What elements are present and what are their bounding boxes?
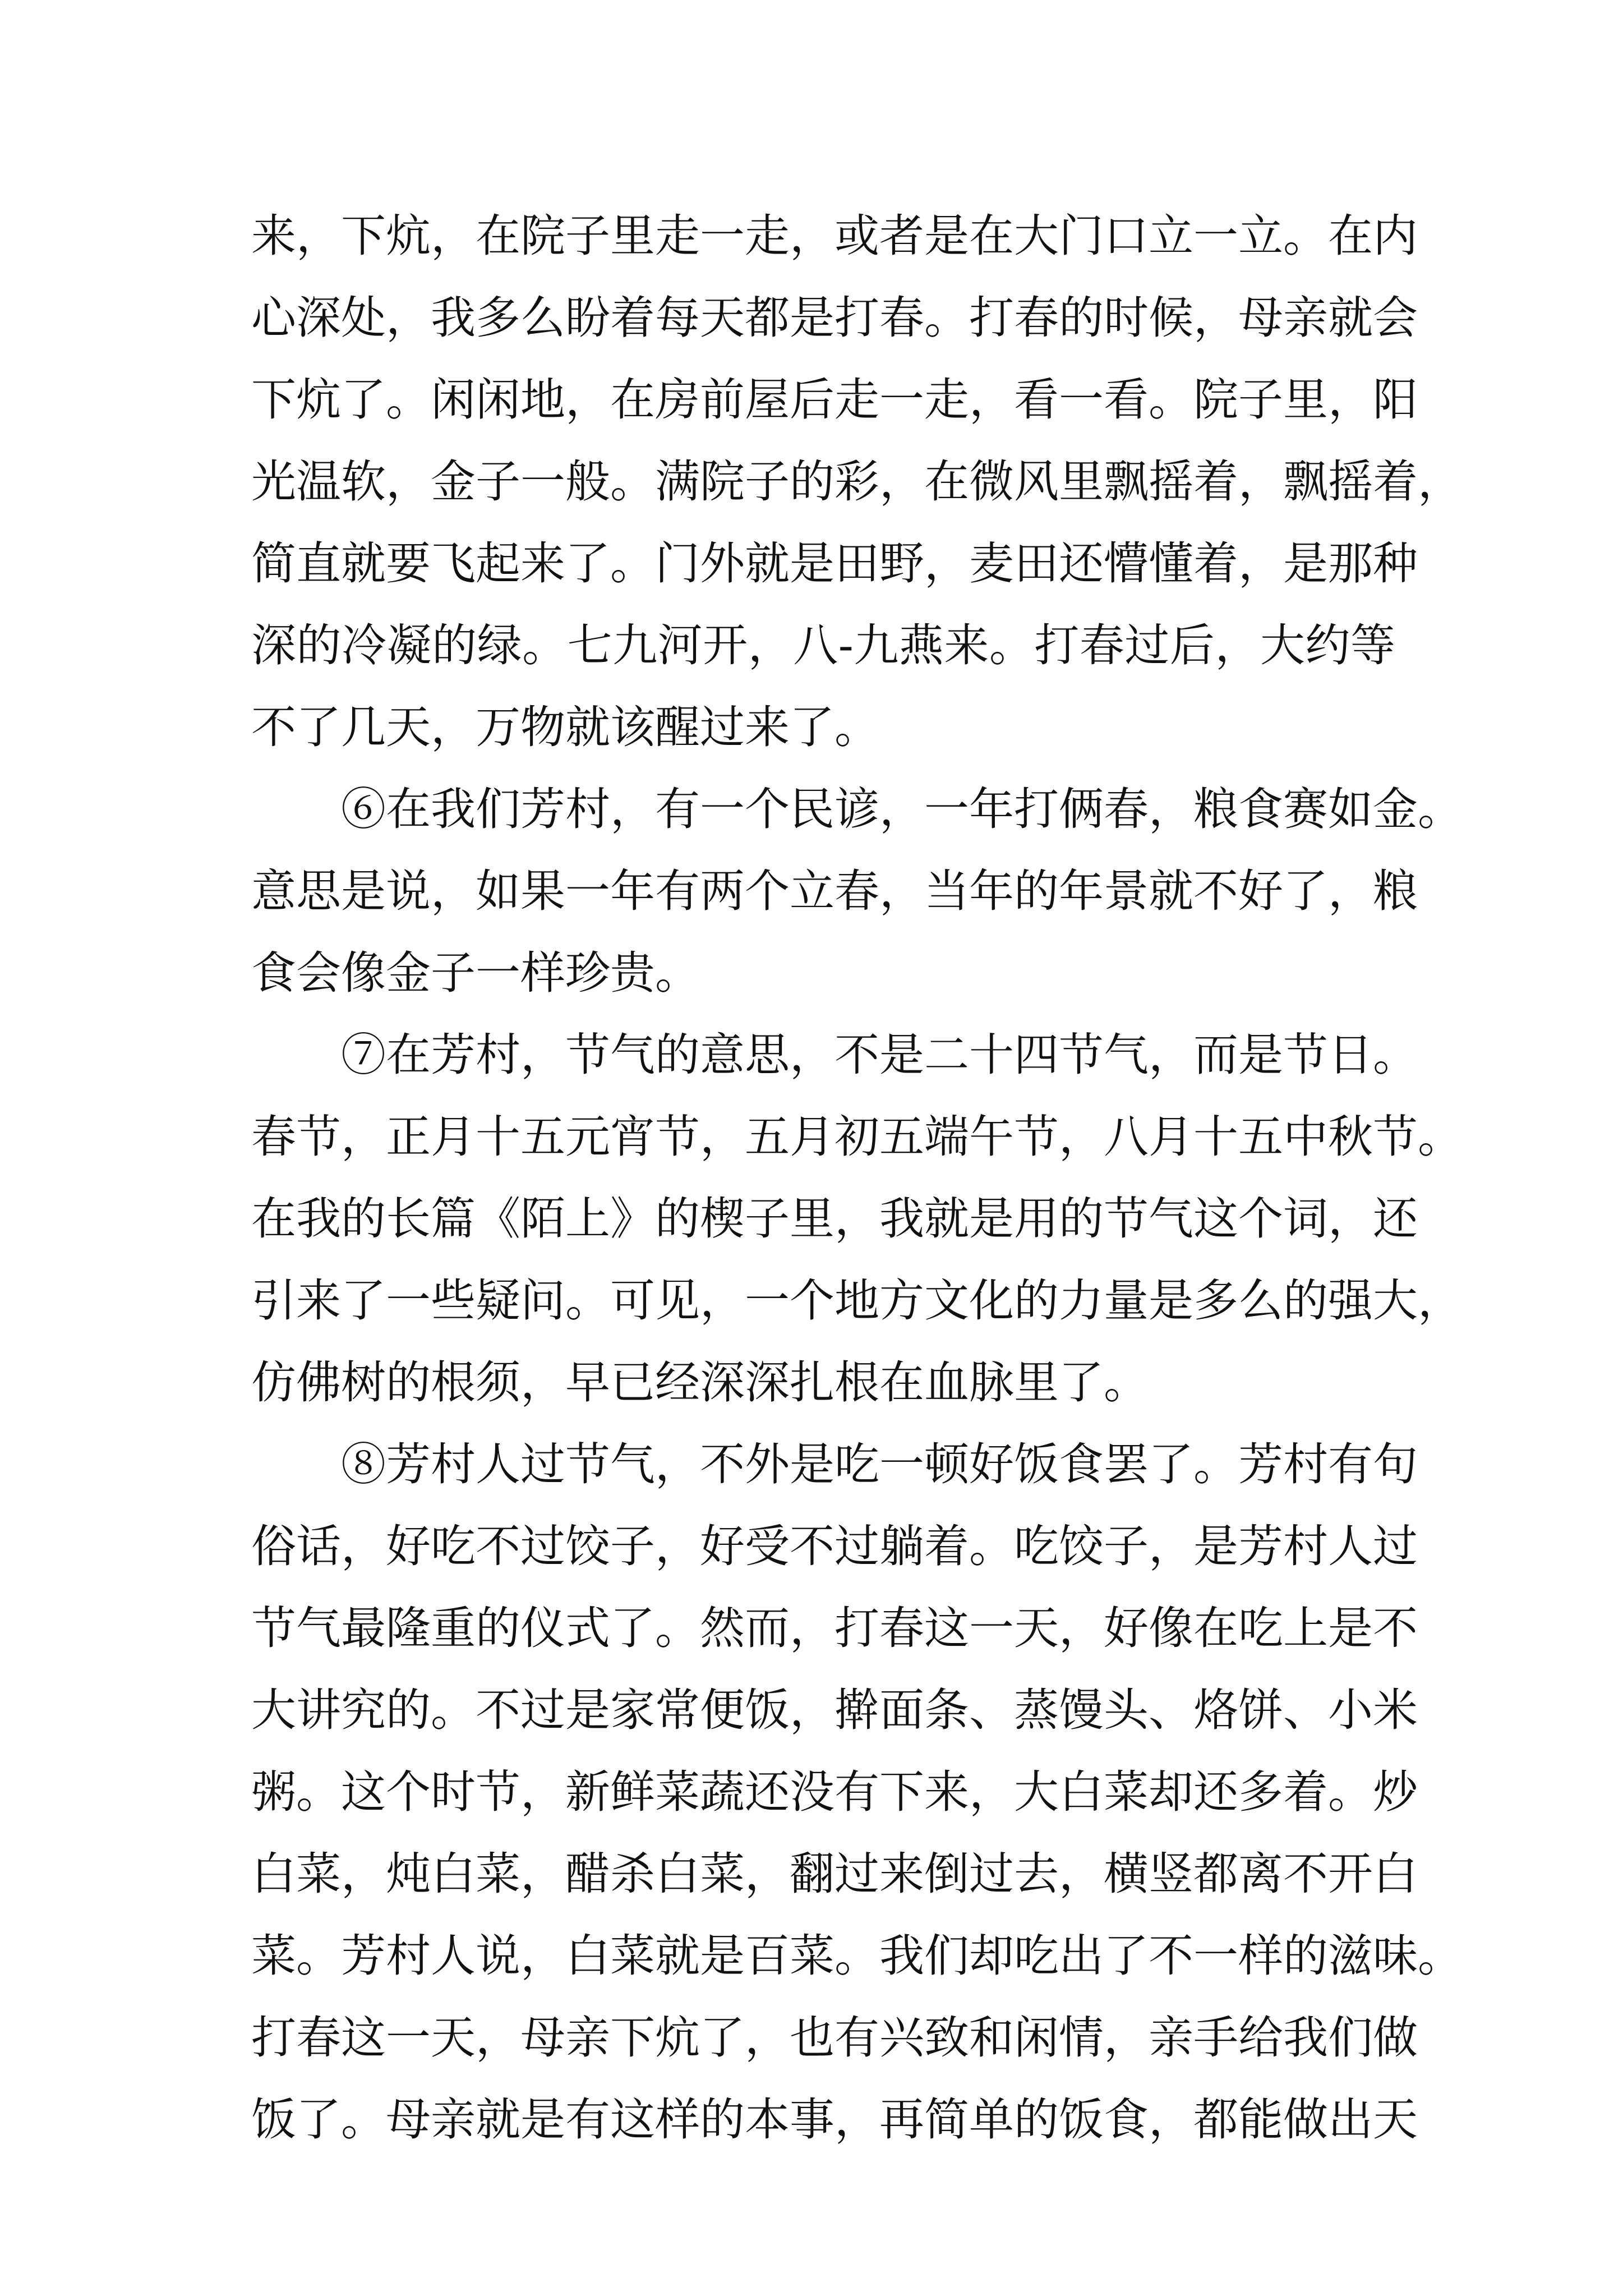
paragraph-continuation: [251, 195, 1463, 769]
text-line: 打春这一天，母亲下炕了，也有兴致和闲情，亲手给我们做: [251, 2012, 1418, 2064]
text-line: ⑥在我们芳村，有一个民谚，一年打俩春，粮食赛如金。: [341, 783, 1463, 835]
text-line: 下炕了。闲闲地，在房前屋后走一走，看一看。院子里，阳: [251, 374, 1418, 426]
text-line: 意思是说，如果一年有两个立春，当年的年景就不好了，粮: [251, 865, 1418, 917]
text-line: 深的冷凝的绿。七九河开，八-九燕来。打春过后，大约等: [251, 619, 1395, 671]
text-line: 大讲究的。不过是家常便饭，擀面条、蒸馒头、烙饼、小米: [251, 1684, 1418, 1736]
text-line: 粥。这个时节，新鲜菜蔬还没有下来，大白菜却还多着。炒: [251, 1766, 1418, 1818]
text-line: 简直就要飞起来了。门外就是田野，麦田还懵懂着，是那种: [251, 537, 1418, 590]
text-line: 白菜，炖白菜，醋杀白菜，翻过来倒过去，横竖都离不开白: [251, 1848, 1418, 1900]
paragraph-8: [251, 1424, 1463, 2161]
text-line: 仿佛树的根须，早已经深深扎根在血脉里了。: [251, 1356, 1149, 1409]
text-line: 春节，正月十五元宵节，五月初五端午节，八月十五中秋节。: [251, 1111, 1463, 1163]
paragraph-6: [251, 769, 1463, 1014]
text-line: 节气最隆重的仪式了。然而，打春这一天，好像在吃上是不: [251, 1602, 1418, 1654]
text-line: 引来了一些疑问。可见，一个地方文化的力量是多么的强大，: [251, 1274, 1463, 1327]
text-line: 饭了。母亲就是有这样的本事，再简单的饭食，都能做出天: [251, 2093, 1418, 2146]
text-line: 菜。芳村人说，白菜就是百菜。我们却吃出了不一样的滋味。: [251, 1930, 1463, 1982]
text-line: ⑧芳村人过节气，不外是吃一顿好饭食罢了。芳村有句: [341, 1438, 1418, 1490]
text-line: 食会像金子一样珍贵。: [251, 947, 700, 999]
text-line: 在我的长篇《陌上》的楔子里，我就是用的节气这个词，还: [251, 1193, 1418, 1245]
text-line: 心深处，我多么盼着每天都是打春。打春的时候，母亲就会: [251, 292, 1418, 344]
text-line: ⑦在芳村，节气的意思，不是二十四节气，而是节日。: [341, 1029, 1418, 1081]
text-line: 来，下炕，在院子里走一走，或者是在大门口立一立。在内: [251, 210, 1418, 262]
text-line: 俗话，好吃不过饺子，好受不过躺着。吃饺子，是芳村人过: [251, 1520, 1418, 1572]
document-body: [251, 195, 1463, 2161]
text-line: 不了几天，万物就该醒过来了。: [251, 701, 879, 753]
paragraph-7: [251, 1014, 1463, 1424]
text-line: 光温软，金子一般。满院子的彩，在微风里飘摇着，飘摇着，: [251, 455, 1463, 508]
